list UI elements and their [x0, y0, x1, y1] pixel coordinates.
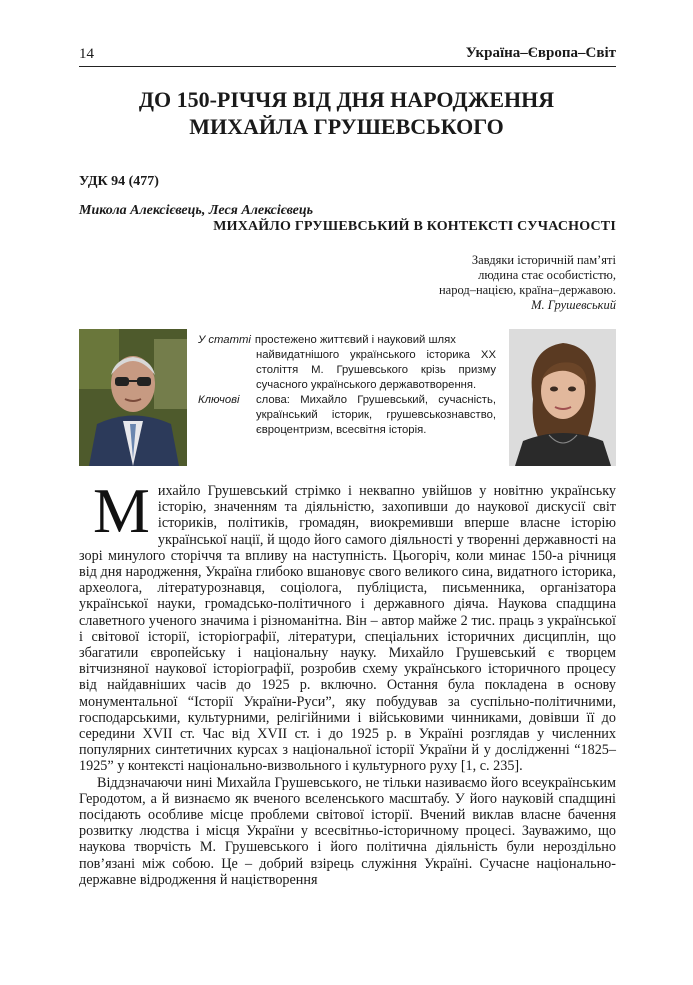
keywords-label: Ключові — [198, 394, 240, 406]
article-title: МИХАЙЛО ГРУШЕВСЬКИЙ В КОНТЕКСТІ СУЧАСНОСТІ — [213, 219, 616, 234]
abstract-text-rest: найвидатнішого українського історика XX століття М. Грушевського крізь призму сучасного українського державотворення. — [256, 349, 496, 391]
abstract-label: У статті — [198, 334, 251, 346]
authors: Микола Алексієвець, Леся Алексієвець — [79, 203, 314, 218]
keywords-row — [198, 393, 496, 438]
body-paragraph-1 — [79, 475, 616, 775]
abstract — [198, 333, 496, 438]
abstract-row — [198, 333, 496, 348]
main-title-line-2: МИХАЙЛА ГРУШЕВСЬКОГО — [189, 114, 504, 139]
epigraph-line-3: народ–нацією, країна–державою. — [438, 283, 616, 297]
author-photo-male — [79, 329, 187, 466]
abstract-text-first: простежено життєвий і науковий шлях — [254, 334, 456, 346]
running-head: Україна–Європа–Світ — [465, 45, 616, 61]
keywords-text: слова: Михайло Грушевський, сучасність, український історик, грушевськознавство, євроцентризм, всесвітня історія. — [256, 394, 496, 436]
author-photo-female — [509, 329, 616, 466]
article-body — [79, 475, 616, 888]
paragraph-1-text: ихайло Грушевський стрімко і неквапно увійшов у новітню українську історію, значенням та діяльністю, захопивши до наукової дискусії світ істориків, політиків, громадян, виокремивши вперше власне історію української нації, й щодо його самого діяльності у творенні державності на зорі минулого сторіччя та впливу на наступність. Цьогоріч, коли минає 150-а річниця від дня народження, Україна глибоко вшановує свого великого сина, видатного історика, археолога, літературознавця, соціолога, публіциста, письменника, організатора української науки, громадсько-політичного і державного діяча. Наукова спадщина славетного ученого значима і різноманітна. Він – автор майже 2 тис. праць з української і світової історії, історіографії, літератури, спеціальних історичних дисциплін, що збагатили європейську і національну науку. Михайло Грушевський є творцем вітчизняної наукової історіографії, розробив схему українського історичного процесу від найдавніших часів до 1925 р. включно. Остання була покладена в основу монументальної “Історії України-Руси”, яку побудував за суспільно-політичними, господарськими, культурними, релігійними і військовими чинниками, довівши її до середини XVII ст. Час від XVII ст. і до 1925 р. в Україні розглядав у численних популярних синтетичних курсах з національної історії України й у дослідженні “1825–1925” у контексті національно-визвольного і культурного руху [1, с. 235]. — [79, 483, 616, 775]
udk-code: УДК 94 (477) — [79, 174, 159, 189]
epigraph — [316, 253, 616, 313]
epigraph-signature: М. Грушевський — [531, 298, 616, 312]
main-title-line-1: ДО 150-РІЧЧЯ ВІД ДНЯ НАРОДЖЕННЯ — [138, 87, 555, 112]
body-paragraph-2: Віддзначаючи нині Михайла Грушевського, не тільки називаємо його всеукраїнським Геродотом, а й визнаємо як вченого вселенського масштабу. У його науковій спадщині посідають особливе місце проблеми світової історії. Вчений виклав власне бачення розвитку людства і місця України у всесвітньо-історичному процесі. Зауважимо, що наукова творчість М. Грушевського і його політична діяльність були нероздільно пов’язані між собою. Це – добрий взірець служіння Україні. Сучасне національно-державне відродження й націєтворення — [79, 774, 616, 888]
header-rule — [79, 66, 616, 67]
main-title — [60, 86, 633, 140]
epigraph-line-1: Завдяки історичній пам’яті — [471, 253, 616, 267]
page-number: 14 — [79, 46, 94, 62]
drop-cap: М — [93, 475, 150, 546]
epigraph-line-2: людина стає особистістю, — [478, 268, 616, 282]
